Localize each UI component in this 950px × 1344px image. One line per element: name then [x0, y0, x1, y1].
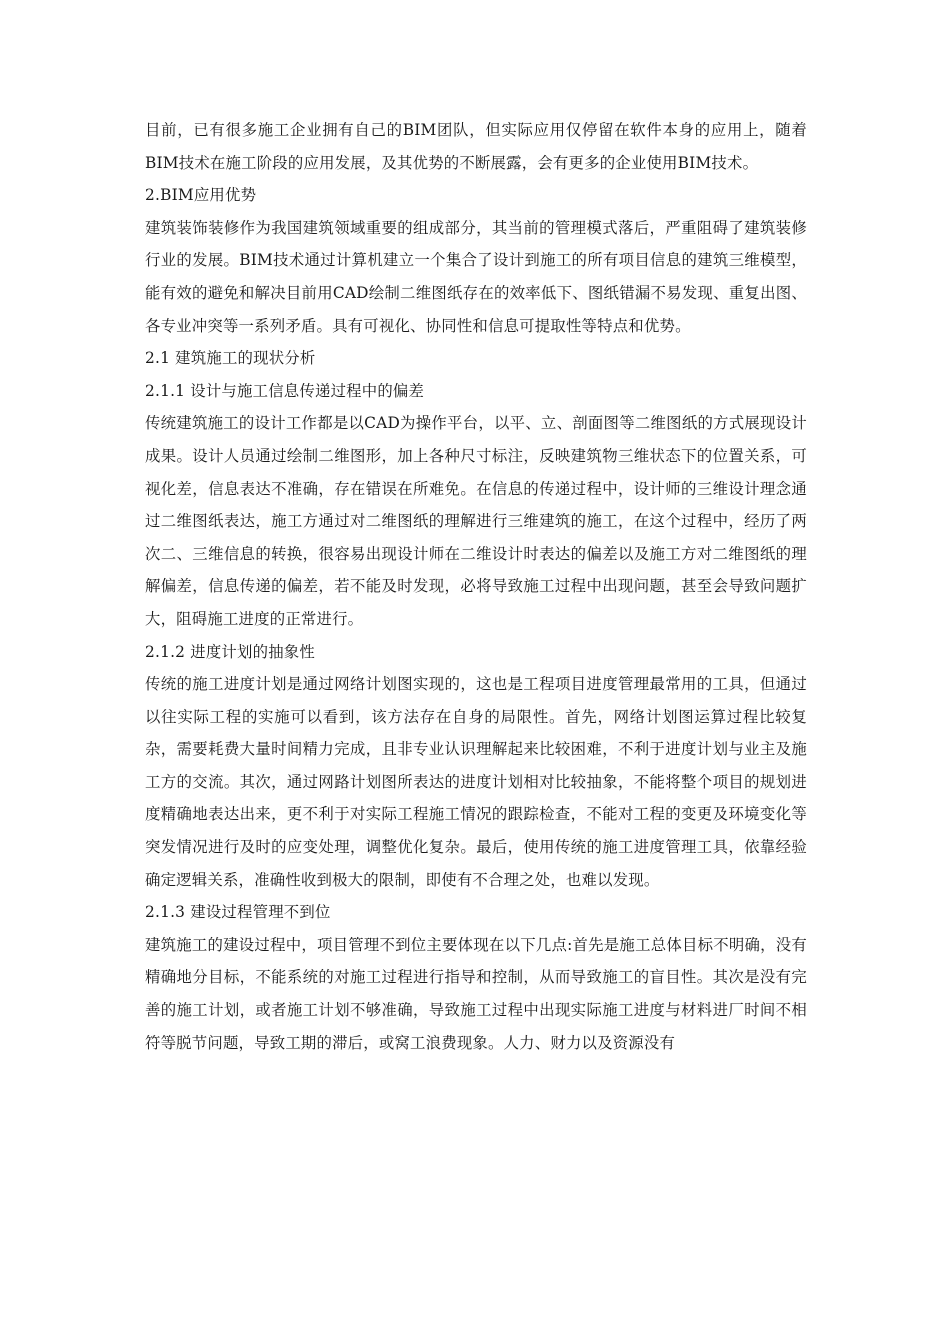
- heading-2-1-1: 2.1.1 设计与施工信息传递过程中的偏差: [145, 381, 425, 400]
- heading-2-1-2: 2.1.2 进度计划的抽象性: [145, 642, 315, 661]
- paragraph-process-management: 建筑施工的建设过程中，项目管理不到位主要体现在以下几点:首先是施工总体目标不明确，没有精确地分目标，不能系统的对施工过程进行指导和控制，从而导致施工的盲目性。其次是没有完善的施工计划，或者施工计划不够准确，导致施工过程中出现实际施工进度与材料进厂时间不相符等脱节问题，导致工期的滞后，或窝工浪费现象。人力、财力以及资源没有: [145, 935, 807, 1052]
- document-page: [145, 114, 807, 1059]
- paragraph-design-deviation: 传统建筑施工的设计工作都是以CAD为操作平台，以平、立、剖面图等二维图纸的方式展现设计成果。设计人员通过绘制二维图形，加上各种尺寸标注，反映建筑物三维状态下的位置关系，可视化差，信息表达不准确，存在错误在所难免。在信息的传递过程中，设计师的三维设计理念通过二维图纸表达，施工方通过对二维图纸的理解进行三维建筑的施工，在这个过程中，经历了两次二、三维信息的转换，很容易出现设计师在二维设计时表达的偏差以及施工方对二维图纸的理解偏差，信息传递的偏差，若不能及时发现，必将导致施工过程中出现问题，甚至会导致问题扩大，阻碍施工进度的正常进行。: [145, 414, 807, 628]
- paragraph-bim-advantages: 建筑装饰装修作为我国建筑领域重要的组成部分，其当前的管理模式落后，严重阻碍了建筑装修行业的发展。BIM技术通过计算机建立一个集合了设计到施工的所有项目信息的建筑三维模型，能有效的避免和解决目前用CAD绘制二维图纸存在的效率低下、图纸错漏不易发现、重复出图、各专业冲突等一系列矛盾。具有可视化、协同性和信息可提取性等特点和优势。: [145, 218, 807, 335]
- paragraph-schedule-abstract: 传统的施工进度计划是通过网络计划图实现的，这也是工程项目进度管理最常用的工具，但通过以往实际工程的实施可以看到，该方法存在自身的局限性。首先，网络计划图运算过程比较复杂，需要耗费大量时间精力完成，且非专业认识理解起来比较困难，不利于进度计划与业主及施工方的交流。其次，通过网路计划图所表达的进度计划相对比较抽象，不能将整个项目的规划进度精确地表达出来，更不利于对实际工程施工情况的跟踪检查，不能对工程的变更及环境变化等突发情况进行及时的应变处理，调整优化复杂。最后，使用传统的施工进度管理工具，依靠经验确定逻辑关系，准确性收到极大的限制，即使有不合理之处，也难以发现。: [145, 675, 807, 889]
- heading-2-1: 2.1 建筑施工的现状分析: [145, 349, 316, 368]
- heading-2: 2.BIM应用优势: [145, 186, 257, 205]
- paragraph-bim-team: 目前，已有很多施工企业拥有自己的BIM团队，但实际应用仅停留在软件本身的应用上，随着BIM技术在施工阶段的应用发展，及其优势的不断展露，会有更多的企业使用BIM技术。: [145, 121, 807, 172]
- heading-2-1-3: 2.1.3 建设过程管理不到位: [145, 903, 331, 922]
